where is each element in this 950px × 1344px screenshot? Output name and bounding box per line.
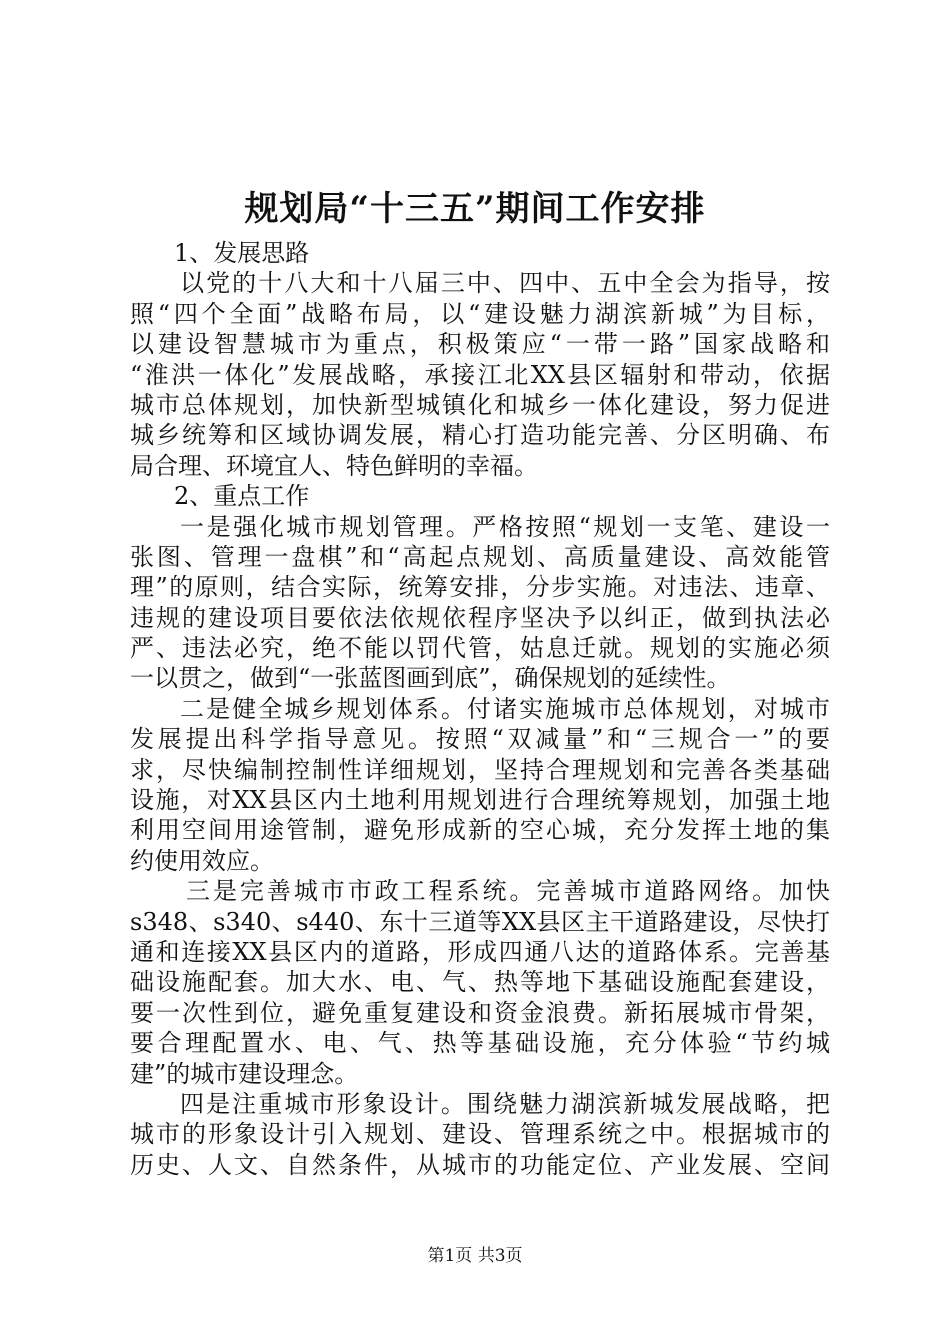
paragraph-line: 城市总体规划，加快新型城镇化和城乡一体化建设，努力促进 (130, 390, 830, 419)
document-body (130, 238, 830, 1180)
paragraph-line: “淮洪一体化”发展战略，承接江北XX县区辐射和带动，依据 (130, 360, 830, 389)
paragraph-line: 二是健全城乡规划体系。付诸实施城市总体规划，对城市 (180, 694, 830, 723)
document-title: 规划局“十三五”期间工作安排 (244, 189, 706, 229)
paragraph-line: 设施，对XX县区内土地利用规划进行合理统筹规划，加强土地 (130, 786, 830, 815)
page-footer: 第1页 共3页 (427, 1246, 523, 1266)
paragraph-line: 通和连接XX县区内的道路，形成四通八达的道路体系。完善基 (130, 937, 830, 966)
paragraph-line: 要合理配置水、电、气、热等基础设施，充分体验“节约城 (130, 1029, 830, 1058)
paragraph-line: 建”的城市建设理念。 (130, 1059, 359, 1088)
paragraph-line: 照“四个全面”战略布局，以“建设魅力湖滨新城”为目标， (130, 299, 830, 328)
paragraph-line: 求，尽快编制控制性详细规划，坚持合理规划和完善各类基础 (130, 755, 830, 784)
paragraph-line: 三是完善城市市政工程系统。完善城市道路网络。加快 (186, 877, 830, 906)
paragraph-line: 城乡统筹和区域协调发展，精心打造功能完善、分区明确、布 (130, 421, 830, 450)
paragraph-line: 发展提出科学指导意见。按照“双减量”和“三规合一”的要 (130, 725, 830, 754)
paragraph-line: 利用空间用途管制，避免形成新的空心城，充分发挥土地的集 (130, 816, 830, 845)
paragraph-line: 局合理、环境宜人、特色鲜明的幸福。 (130, 451, 538, 480)
section-heading: 2、重点工作 (174, 482, 310, 511)
paragraph-line: 理”的原则，结合实际，统筹安排，分步实施。对违法、违章、 (130, 573, 830, 602)
paragraph-line: 历史、人文、自然条件，从城市的功能定位、产业发展、空间 (130, 1150, 830, 1179)
paragraph-line: 以党的十八大和十八届三中、四中、五中全会为指导，按 (180, 269, 830, 298)
paragraph-line: 违规的建设项目要依法依规依程序坚决予以纠正，做到执法必 (130, 603, 830, 632)
paragraph-line: 四是注重城市形象设计。围绕魅力湖滨新城发展战略，把 (180, 1089, 830, 1118)
paragraph-line: s348、s340、s440、东十三道等XX县区主干道路建设，尽快打 (130, 907, 830, 936)
paragraph-line: 约使用效应。 (130, 846, 274, 875)
paragraph-line: 以建设智慧城市为重点，积极策应“一带一路”国家战略和 (130, 330, 830, 359)
paragraph-line: 城市的形象设计引入规划、建设、管理系统之中。根据城市的 (130, 1120, 830, 1149)
section-heading: 1、发展思路 (174, 239, 310, 267)
paragraph-line: 础设施配套。加大水、电、气、热等地下基础设施配套建设， (130, 968, 830, 997)
paragraph-line: 要一次性到位，避免重复建设和资金浪费。新拓展城市骨架， (130, 998, 830, 1027)
paragraph-line: 张图、管理一盘棋”和“高起点规划、高质量建设、高效能管 (130, 542, 830, 571)
paragraph-line: 一以贯之，做到“一张蓝图画到底”，确保规划的延续性。 (130, 664, 731, 693)
paragraph-line: 严、违法必究，绝不能以罚代管，姑息迁就。规划的实施必须 (130, 634, 830, 663)
paragraph-line: 一是强化城市规划管理。严格按照“规划一支笔、建设一 (180, 512, 830, 541)
